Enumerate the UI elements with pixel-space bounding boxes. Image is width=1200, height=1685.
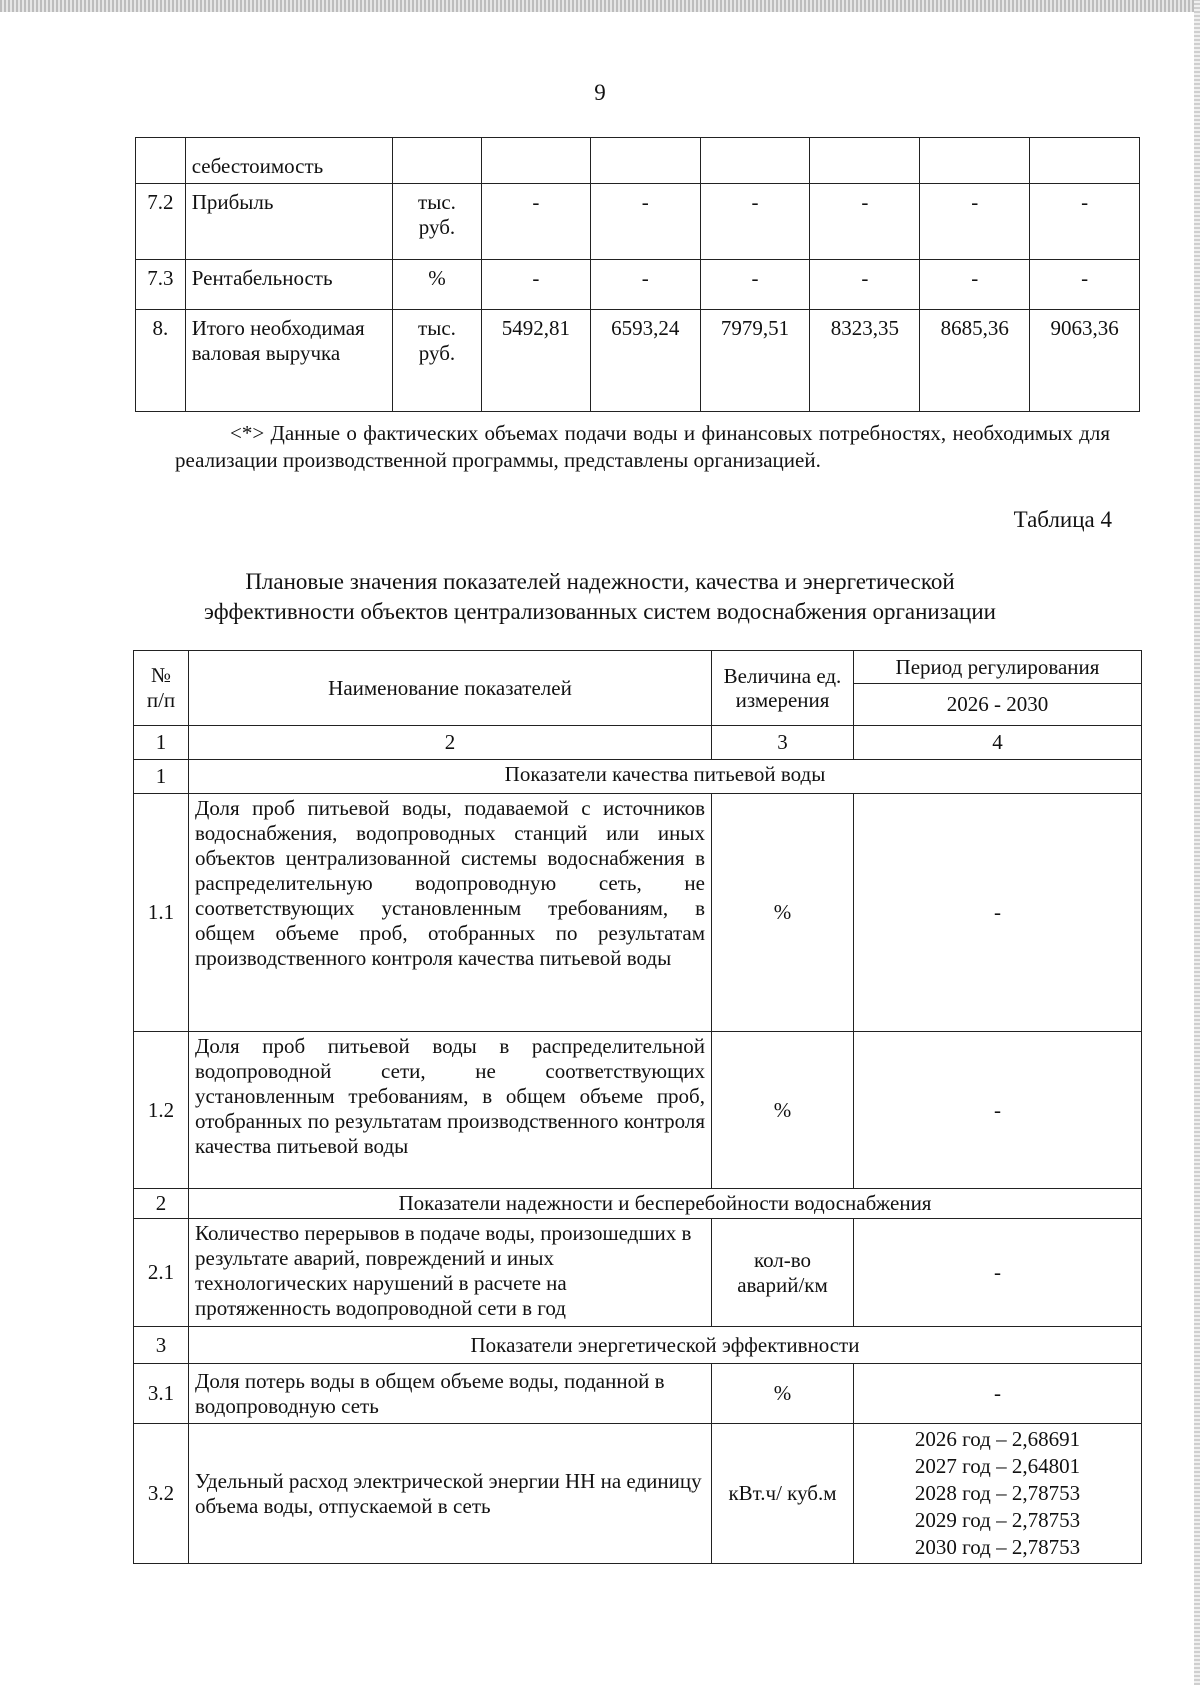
row-value: 6593,24	[590, 310, 700, 412]
header-row	[134, 651, 1142, 684]
footnote: <*> Данные о фактических объемах подачи воды и финансовых потребностях, необходимых для реализации производственной программы, представлены организацией.	[175, 421, 1110, 472]
table-row	[134, 1364, 1142, 1424]
row-unit: кВт.ч/ куб.м	[712, 1424, 854, 1564]
row-value: -	[700, 184, 810, 260]
row-number: 3.2	[134, 1424, 189, 1564]
row-number: 2.1	[134, 1219, 189, 1327]
section-number: 2	[134, 1189, 189, 1219]
section-row	[134, 760, 1142, 794]
row-name: Прибыль	[185, 184, 392, 260]
scan-edge-top	[0, 0, 1200, 12]
row-value: -	[482, 184, 591, 260]
row-value: -	[590, 184, 700, 260]
section-title: Показатели энергетической эффективности	[189, 1327, 1142, 1364]
header-num: № п/п	[134, 651, 189, 726]
year-value: 2030 год – 2,78753	[914, 1535, 1081, 1559]
row-number: 1.2	[134, 1032, 189, 1189]
row-value: -	[1030, 184, 1140, 260]
row-unit: %	[712, 1032, 854, 1189]
page-number: 9	[594, 80, 606, 105]
header-years: 2026 - 2030	[854, 684, 1142, 726]
table-row	[134, 1424, 1142, 1564]
row-unit: тыс. руб.	[392, 184, 481, 260]
row-number: 3.1	[134, 1364, 189, 1424]
row-value: 8685,36	[920, 310, 1030, 412]
table-title-line: Плановые значения показателей надежности, качества и энергетической	[245, 569, 955, 594]
production-program-table-continuation	[135, 137, 1140, 412]
row-value: 5492,81	[482, 310, 591, 412]
section-row	[134, 1327, 1142, 1364]
row-value	[810, 138, 920, 184]
row-value: -	[920, 184, 1030, 260]
section-number: 3	[134, 1327, 189, 1364]
column-numbers-row	[134, 726, 1142, 760]
table-row	[136, 260, 1140, 310]
column-number: 1	[134, 726, 189, 760]
row-name: Итого необходимая валовая выручка	[185, 310, 392, 412]
row-value: -	[1030, 260, 1140, 310]
row-value: -	[700, 260, 810, 310]
row-name: себестоимость	[185, 138, 392, 184]
row-value: 9063,36	[1030, 310, 1140, 412]
row-name: Удельный расход электрической энергии НН на единицу объема воды, отпускаемой в сеть	[189, 1424, 712, 1564]
section-row	[134, 1189, 1142, 1219]
row-value: 8323,35	[810, 310, 920, 412]
row-value: -	[854, 794, 1142, 1032]
row-values-by-year	[854, 1424, 1142, 1564]
row-name: Доля проб питьевой воды в распределительной водопроводной сети, не соответствующих установленным требованиям, в общем объеме проб, отобранных по результатам производственного контроля качества питьевой воды	[189, 1032, 712, 1189]
indicators-table	[133, 650, 1142, 1564]
row-unit: %	[712, 1364, 854, 1424]
header-unit: Величина ед. измерения	[712, 651, 854, 726]
row-value: -	[854, 1219, 1142, 1327]
row-value	[482, 138, 591, 184]
table-row	[136, 310, 1140, 412]
table-row	[136, 138, 1140, 184]
row-unit: %	[392, 260, 481, 310]
row-number: 8.	[136, 310, 186, 412]
table-row	[134, 794, 1142, 1032]
row-value: -	[482, 260, 591, 310]
section-number: 1	[134, 760, 189, 794]
row-name: Доля потерь воды в общем объеме воды, поданной в водопроводную сеть	[189, 1364, 712, 1424]
year-value: 2028 год – 2,78753	[914, 1481, 1081, 1505]
row-value: -	[920, 260, 1030, 310]
table-row	[134, 1032, 1142, 1189]
table-row	[136, 184, 1140, 260]
year-value: 2029 год – 2,78753	[914, 1508, 1081, 1532]
header-name: Наименование показателей	[189, 651, 712, 726]
row-value: -	[854, 1364, 1142, 1424]
row-unit	[392, 138, 481, 184]
row-name: Доля проб питьевой воды, подаваемой с источников водоснабжения, водопроводных станций или иных объектов централизованной системы водоснабжения в распределительную водопроводную сеть, не соответствующих установленным требованиям, в общем объеме проб, отобранных по результатам производственного контроля качества питьевой воды	[189, 794, 712, 1032]
row-value	[590, 138, 700, 184]
year-value: 2026 год – 2,68691	[914, 1427, 1081, 1451]
column-number: 3	[712, 726, 854, 760]
column-number: 2	[189, 726, 712, 760]
row-value	[1030, 138, 1140, 184]
row-value: 7979,51	[700, 310, 810, 412]
row-value: -	[810, 184, 920, 260]
scan-edge-right	[1194, 0, 1200, 1685]
table-row	[134, 1219, 1142, 1327]
row-number: 7.3	[136, 260, 186, 310]
year-value: 2027 год – 2,64801	[914, 1454, 1081, 1478]
section-title: Показатели надежности и бесперебойности водоснабжения	[189, 1189, 1142, 1219]
header-period: Период регулирования	[854, 651, 1142, 684]
row-value: -	[810, 260, 920, 310]
row-value	[920, 138, 1030, 184]
row-value: -	[854, 1032, 1142, 1189]
row-unit: тыс. руб.	[392, 310, 481, 412]
section-title: Показатели качества питьевой воды	[189, 760, 1142, 794]
table-title-line: эффективности объектов централизованных систем водоснабжения организации	[204, 599, 996, 624]
row-unit: %	[712, 794, 854, 1032]
column-number: 4	[854, 726, 1142, 760]
row-unit: кол-во аварий/км	[712, 1219, 854, 1327]
row-name: Количество перерывов в подаче воды, произошедших в результате аварий, повреждений и иных технологических нарушений в расчете на протяженность водопроводной сети в год	[189, 1219, 712, 1327]
table-label: Таблица 4	[1013, 507, 1112, 532]
row-number	[136, 138, 186, 184]
row-name: Рентабельность	[185, 260, 392, 310]
row-value: -	[590, 260, 700, 310]
row-number: 1.1	[134, 794, 189, 1032]
table-title	[0, 567, 1200, 627]
row-value	[700, 138, 810, 184]
row-number: 7.2	[136, 184, 186, 260]
